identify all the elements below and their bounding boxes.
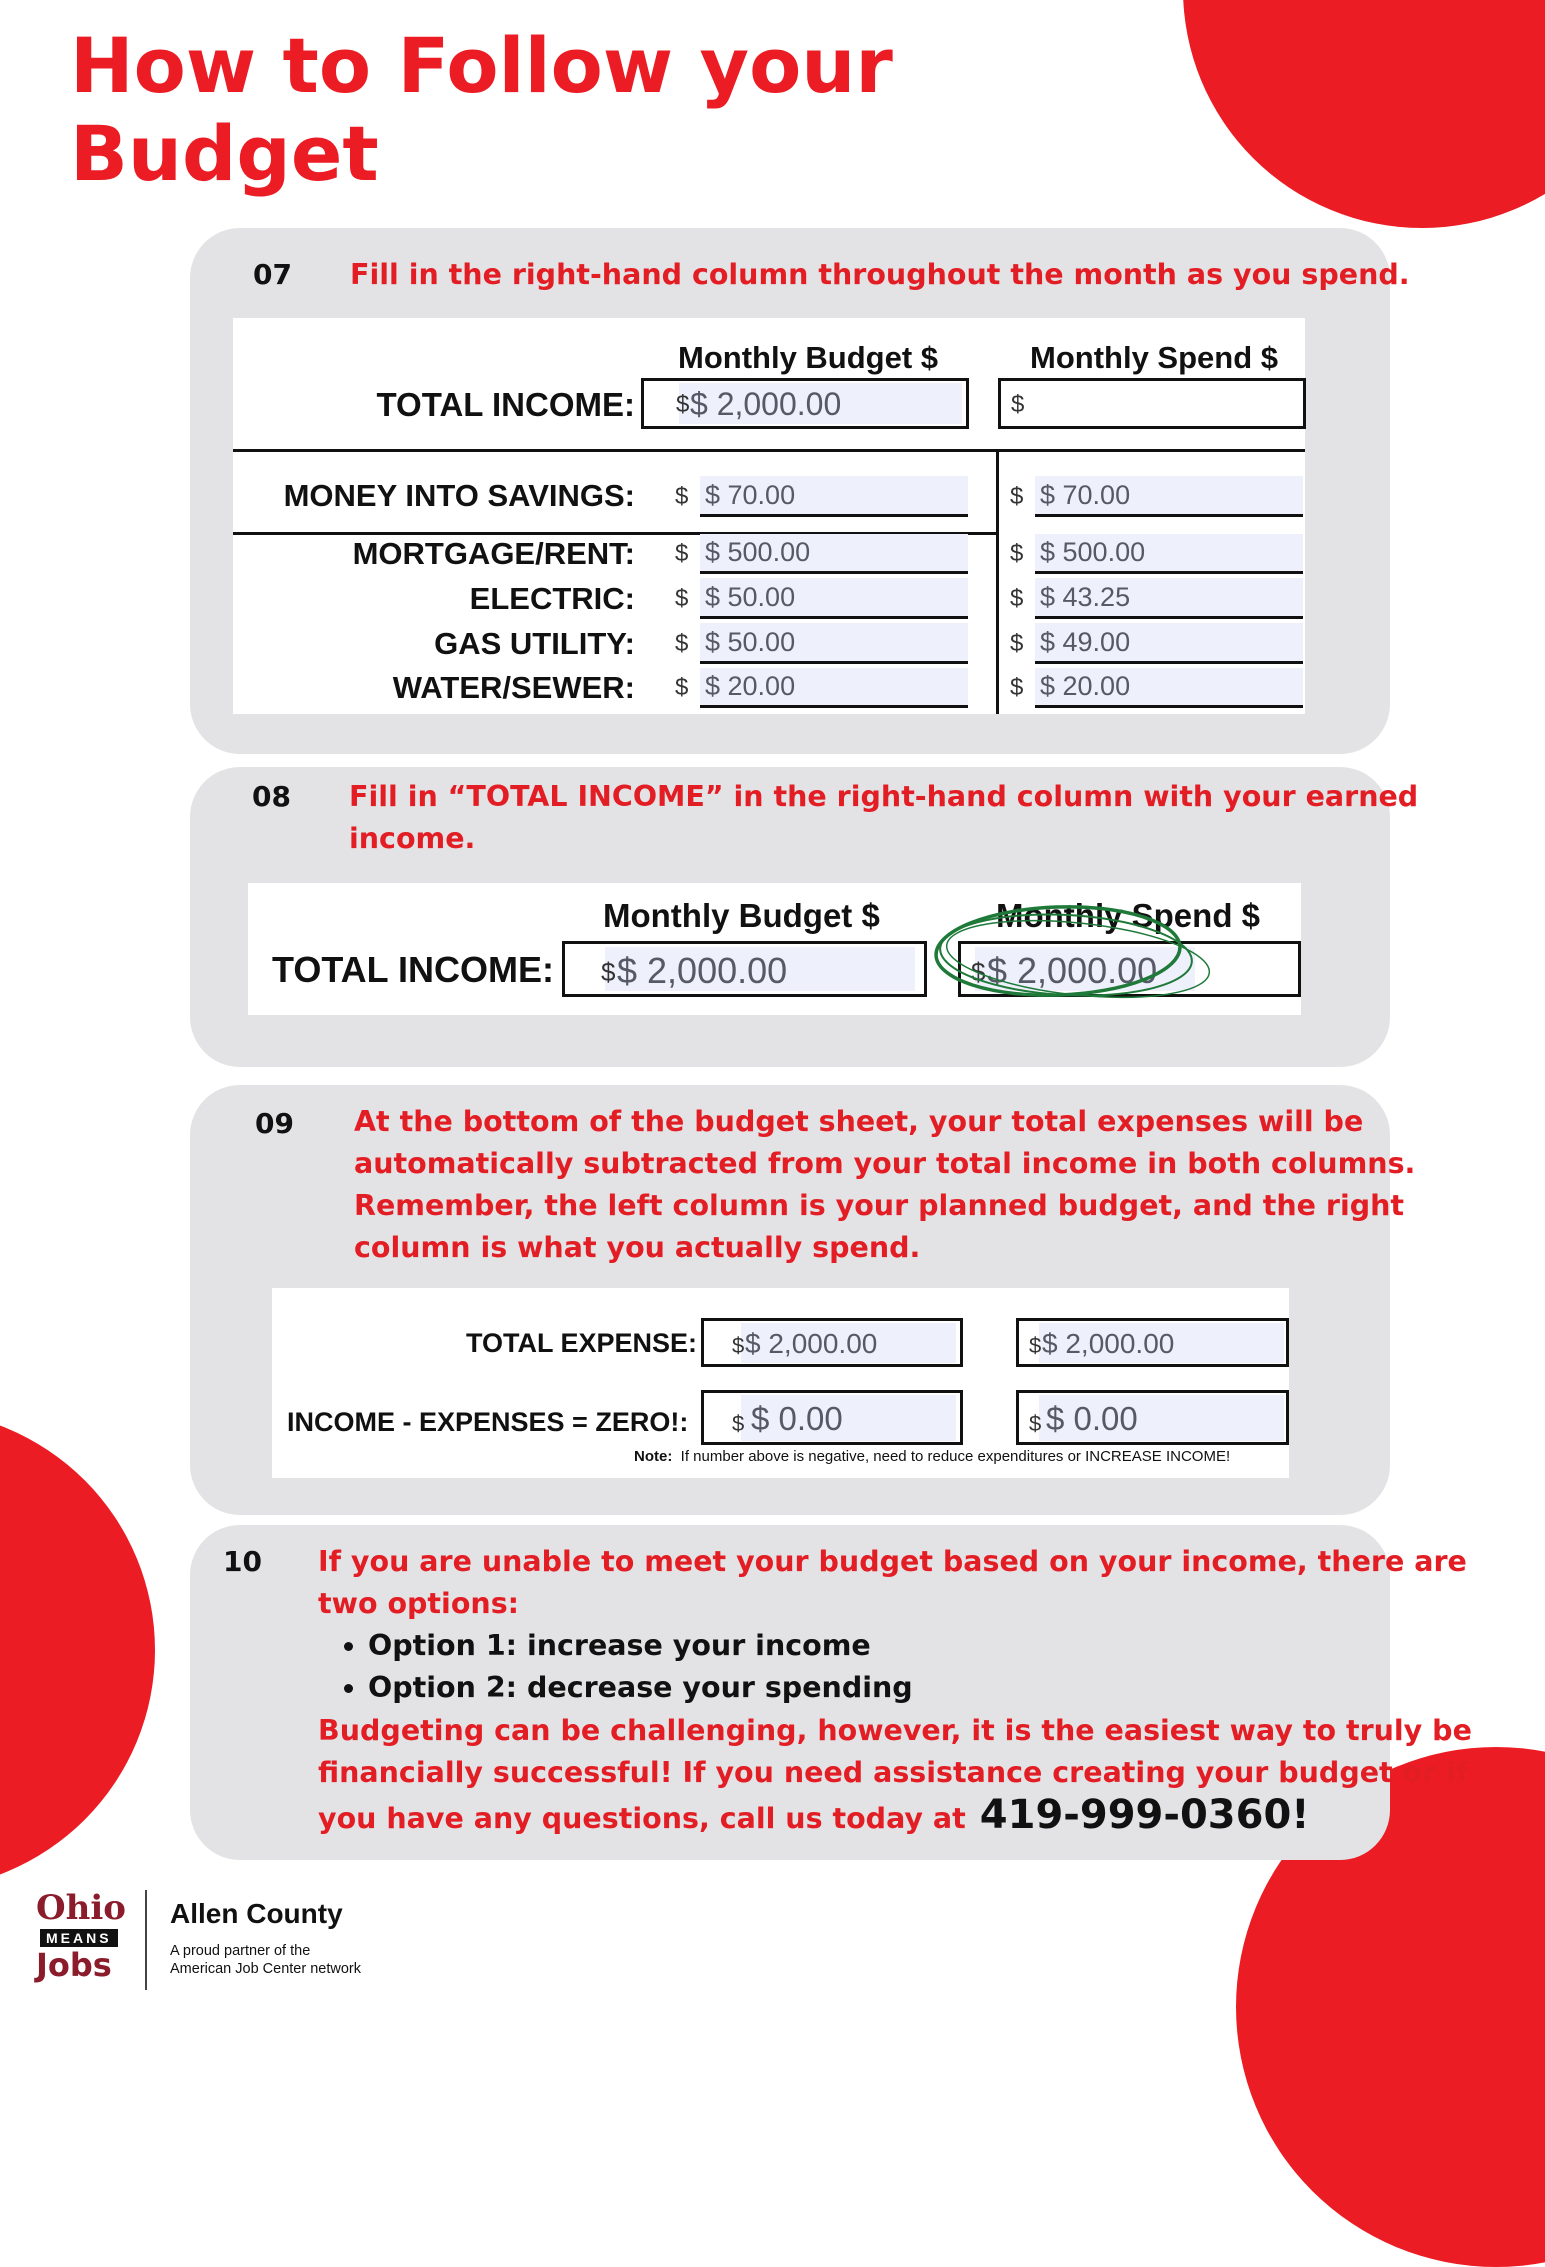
step-instruction: Fill in the right-hand column throughout the month as you spend.: [350, 258, 1410, 291]
total-income-budget-field[interactable]: $ $ 2,000.00: [562, 941, 927, 997]
partner-text: A proud partner of the American Job Center network: [170, 1943, 361, 1977]
total-expense-label: TOTAL EXPENSE:: [465, 1328, 697, 1358]
balance-label: INCOME - EXPENSES = ZERO!:: [287, 1407, 689, 1437]
step-number: 10: [223, 1545, 262, 1578]
savings-spend-value[interactable]: $ 70.00: [1040, 480, 1131, 510]
total-income-budget-field[interactable]: $ $ 2,000.00: [641, 378, 969, 429]
logo-jobs: Jobs: [36, 1946, 112, 1984]
mortgage-budget-value[interactable]: $ 500.00: [705, 537, 811, 567]
total-income-spend-field[interactable]: $ $ 2,000.00: [958, 941, 1301, 997]
water-budget-value[interactable]: $ 20.00: [705, 671, 796, 701]
total-income-spend-field[interactable]: $: [998, 378, 1306, 429]
row-label: GAS UTILITY:: [434, 626, 635, 661]
gas-spend-value[interactable]: $ 49.00: [1040, 627, 1131, 657]
row-label: WATER/SEWER:: [392, 670, 635, 705]
step-instruction: Fill in “TOTAL INCOME” in the right-hand column with your earned income.: [349, 780, 1419, 855]
total-expense-spend-field[interactable]: $ $ 2,000.00: [1016, 1318, 1289, 1367]
option-item: • Option 2: decrease your spending: [368, 1667, 913, 1709]
row-label: MONEY INTO SAVINGS:: [283, 478, 635, 513]
budget-sheet-08: [248, 883, 1301, 1015]
note: Note: If number above is negative, need to reduce expenditures or INCREASE INCOME!: [634, 1448, 1231, 1465]
total-income-label: TOTAL INCOME:: [376, 386, 635, 423]
header-monthly-budget: Monthly Budget $: [603, 897, 880, 934]
balance-spend-field[interactable]: $ $ 0.00: [1016, 1390, 1289, 1445]
logo-ohio: Ohio: [36, 1888, 126, 1928]
logo-means: MEANS: [40, 1929, 118, 1947]
gas-budget-value[interactable]: $ 50.00: [705, 627, 796, 657]
budget-sheet-09: [272, 1288, 1289, 1478]
row-label: MORTGAGE/RENT:: [352, 536, 635, 571]
water-spend-value[interactable]: $ 20.00: [1040, 671, 1131, 701]
header-monthly-spend: Monthly Spend $: [996, 897, 1260, 934]
options-list: [340, 1625, 913, 1709]
step-number: 09: [255, 1107, 294, 1140]
step-number: 08: [252, 780, 291, 813]
phone-number[interactable]: 419-999-0360!: [979, 1792, 1310, 1838]
step-number: 07: [253, 258, 292, 291]
total-expense-budget-field[interactable]: $ $ 2,000.00: [701, 1318, 963, 1367]
total-income-label: TOTAL INCOME:: [272, 949, 554, 990]
step-closing: Budgeting can be challenging, however, it is the easiest way to truly be financially successful! If you need assistance creating your budget or if you have any questions, call us today at 419-999-0360!: [318, 1714, 1472, 1838]
step-instruction: At the bottom of the budget sheet, your total expenses will be automatically subtracted from your total income in both columns. Remember, the left column is your planned budget, and the right column is what you actually spend.: [354, 1105, 1416, 1264]
county-name: Allen County: [170, 1898, 343, 1929]
header-monthly-budget: Monthly Budget $: [678, 340, 939, 375]
electric-budget-value[interactable]: $ 50.00: [705, 582, 796, 612]
budget-sheet-07: Monthly Budget $ Monthly Spend $ TOTAL INCOME: $ $ 2,000.00 $ MONEY INTO SAVINGS: $ $ 70.00 $ $ 70.00 MORTGAGE/RENT: $ $ 500.00 $ $ 500.00 ELECTRIC: $ $ 50.00 $ $ 43.25 GAS UTILITY: $ $ 50.00 $ $ 49.00 WATER/SEWER: $ $ 20.00 $ $ 20.00: [233, 318, 1305, 714]
step-intro: If you are unable to meet your budget based on your income, there are two options:: [318, 1545, 1467, 1620]
row-label: ELECTRIC:: [469, 581, 635, 616]
electric-spend-value[interactable]: $ 43.25: [1040, 582, 1131, 612]
decor-circle-left: [0, 1410, 155, 1890]
balance-budget-field[interactable]: $ $ 0.00: [701, 1390, 963, 1445]
decor-circle-top-right: [1183, 0, 1545, 228]
page-title: How to Follow your Budget: [70, 21, 893, 198]
header-monthly-spend: Monthly Spend $: [1030, 340, 1278, 375]
savings-budget-value[interactable]: $ 70.00: [705, 480, 796, 510]
mortgage-spend-value[interactable]: $ 500.00: [1040, 537, 1146, 567]
option-item: • Option 1: increase your income: [368, 1625, 913, 1667]
highlight-circle-icon: [928, 893, 1258, 1011]
footer-divider: [145, 1890, 147, 1990]
